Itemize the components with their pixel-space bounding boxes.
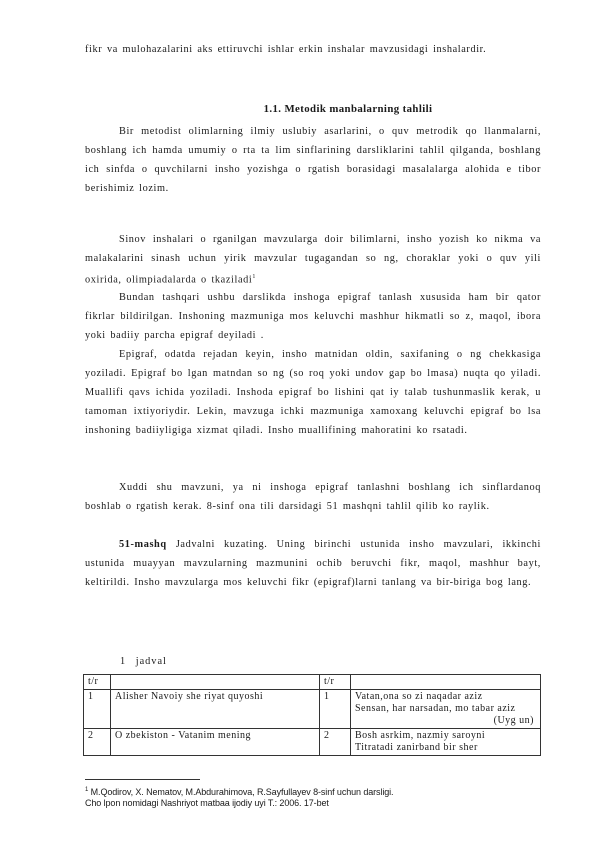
footnote-text-1: M.Qodirov, X. Nematov, M.Abdurahimova, R.Sayfullayev 8-sinf uchun darsligi. — [88, 787, 394, 797]
row-number-2: 1 — [320, 690, 351, 729]
row-topic: Alisher Navoiy she riyat quyoshi — [111, 690, 320, 729]
header-cell-num-2: t/r — [320, 675, 351, 690]
quote-line: Vatan,ona so zi naqadar aziz — [355, 691, 483, 702]
row-quote — [351, 690, 541, 729]
header-cell-num-1: t/r — [84, 675, 111, 690]
row-topic: O zbekiston - Vatanim mening — [111, 729, 320, 756]
header-cell-quote — [351, 675, 541, 690]
paragraph-6 — [85, 535, 541, 592]
row-number: 1 — [84, 690, 111, 729]
quote-line: Bosh asrkim, nazmiy saroyni — [355, 730, 486, 741]
row-number: 2 — [84, 729, 111, 756]
header-cell-topic — [111, 675, 320, 690]
paragraph-1: Bir metodist olimlarning ilmiy uslubiy asarlarini, o quv metrodik qo llanmalarni, boshlang ich hamda umumiy o rta ta lim sinflarining darsliklarini tahlil qilganda, boshlang ich sinfda o quvchilarni insho yozishga o rgatish borasidagi masalalarga alohida e tibor berishimiz lozim. — [85, 126, 541, 194]
paragraph-2-text: Sinov inshalari o rganilgan mavzularga doir bilimlarni, insho yozish ko nikma va malakalarini sinash uchun yirik mavzular tugagandan so ng, choraklar yoki o quv yili oxirida, olimpiadalarda o tkaziladi — [85, 234, 541, 286]
paragraph-5: Xuddi shu mavzuni, ya ni inshoga epigraf tanlashni boshlang ich sinflardanoq boshlab o rgatish kerak. 8-sinf ona tili darsidagi 51 mashqni tahlil qilib ko raylik. — [85, 482, 541, 512]
quote-line: Titratadi zanirband bir sher — [355, 742, 478, 753]
paragraph-intro: fikr va mulohazalarini aks ettiruvchi ishlar erkin inshalar mavzusidagi inshalardir. — [85, 44, 487, 55]
table-caption: 1 jadval — [120, 656, 167, 667]
paragraph-6-text: Jadvalni kuzating. Uning birinchi ustunida insho mavzulari, ikkinchi ustunida muayyan mavzularning mazmunini ochib beruvchi fikr, maqol, mashhur bayt, keltirildi. Insho mavzularga mos keluvchi fikr (epigraf)larni tanlang va bir-biriga bog lang. — [85, 539, 541, 588]
paragraph-3: Bundan tashqari ushbu darslikda inshoga epigraf tanlash xususida ham bir qator fikrlar bildirilgan. Inshoning mazmuniga mos keluvchi mashhur hikmatli so z, maqol, ibora yoki badiiy parcha epigraf deyiladi . — [85, 292, 541, 341]
paragraph-4: Epigraf, odatda rejadan keyin, insho matnidan oldin, saxifaning o ng chekkasiga yoziladi. Epigraf bo lgan matndan so ng (so roq yoki undov gap bo lmasa) nuqta qo yiladi. Muallifi qavs ichida yoziladi. Inshoda epigraf bo lishini qat iy talab tushunmaslik kerak, u tamoman ixtiyoriydir. Lekin, mavzuga ichki mazmuniga xamoxang keluvchi epigraf bo lsa inshoning badiiyligiga xizmat qiladi. Insho muallifining mahoratini ko rsatadi. — [85, 349, 541, 436]
footnote-number: 1 — [85, 787, 89, 793]
row-quote — [351, 729, 541, 756]
exercise-label: 51-mashq — [119, 539, 167, 550]
paragraph-2 — [85, 230, 541, 289]
table-header-row — [84, 675, 541, 690]
footnote-line-1 — [85, 784, 565, 798]
footnote-divider — [85, 779, 200, 780]
table-row — [84, 690, 541, 729]
footnote-ref: 1 — [252, 274, 256, 280]
table-row — [84, 729, 541, 756]
quote-line: Sensan, har narsadan, mo tabar aziz — [355, 703, 516, 714]
row-number-2: 2 — [320, 729, 351, 756]
epigraph-table — [83, 674, 541, 756]
quote-author: (Uyg un) — [493, 715, 534, 726]
footnote-line-2: Cho lpon nomidagi Nashriyot matbaa ijodiy uyi T.: 2006. 17-bet — [85, 798, 329, 808]
section-heading: 1.1. Metodik manbalarning tahlili — [263, 103, 433, 115]
